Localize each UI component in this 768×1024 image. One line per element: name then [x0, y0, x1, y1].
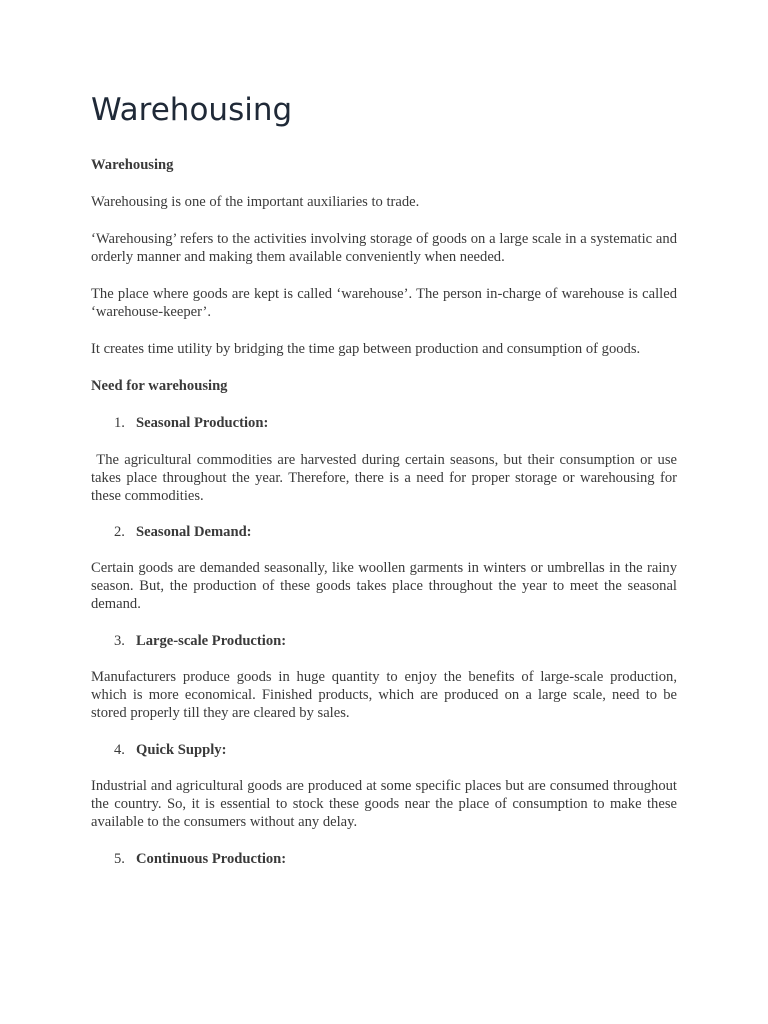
paragraph-seasonal-demand: Certain goods are demanded seasonally, like woollen garments in winters or umbrellas in the rainy season. But, the production of these goods takes place throughout the year to meet the seasonal demand. — [91, 560, 677, 612]
list-number: 4. — [114, 742, 125, 758]
document-title: Warehousing — [91, 92, 293, 128]
list-number: 3. — [114, 633, 125, 649]
section-heading-warehousing: Warehousing — [91, 157, 174, 173]
list-number: 1. — [114, 415, 125, 431]
list-number: 5. — [114, 851, 125, 867]
paragraph-definition: ‘Warehousing’ refers to the activities involving storage of goods on a large scale in a systematic and orderly manner and making them available conveniently when needed. — [91, 231, 677, 265]
paragraph-quick-supply: Industrial and agricultural goods are produced at some specific places but are consumed throughout the country. So, it is essential to stock these goods near the place of consumption to make these available to the consumers without any delay. — [91, 778, 677, 830]
paragraph-seasonal-production: The agricultural commodities are harvested during certain seasons, but their consumption or use takes place throughout the year. Therefore, there is a need for proper storage or warehousing for these commodities. — [91, 452, 681, 504]
list-label: Seasonal Demand: — [136, 524, 252, 540]
section-heading-need: Need for warehousing — [91, 378, 228, 394]
list-label: Continuous Production: — [136, 851, 287, 867]
paragraph-time-utility: It creates time utility by bridging the time gap between production and consumption of goods. — [91, 341, 641, 357]
list-label: Quick Supply: — [136, 742, 227, 758]
paragraph-warehouse-keeper: The place where goods are kept is called ‘warehouse’. The person in-charge of warehouse is called ‘warehouse-keeper’. — [91, 286, 677, 320]
list-label: Seasonal Production: — [136, 415, 269, 431]
list-number: 2. — [114, 524, 125, 540]
list-label: Large-scale Production: — [136, 633, 287, 649]
paragraph-intro: Warehousing is one of the important auxiliaries to trade. — [91, 194, 420, 210]
paragraph-large-scale-production: Manufacturers produce goods in huge quantity to enjoy the benefits of large-scale production, which is more economical. Finished products, which are produced on a large scale, need to be stored properly till they are cleared by sales. — [91, 669, 677, 721]
